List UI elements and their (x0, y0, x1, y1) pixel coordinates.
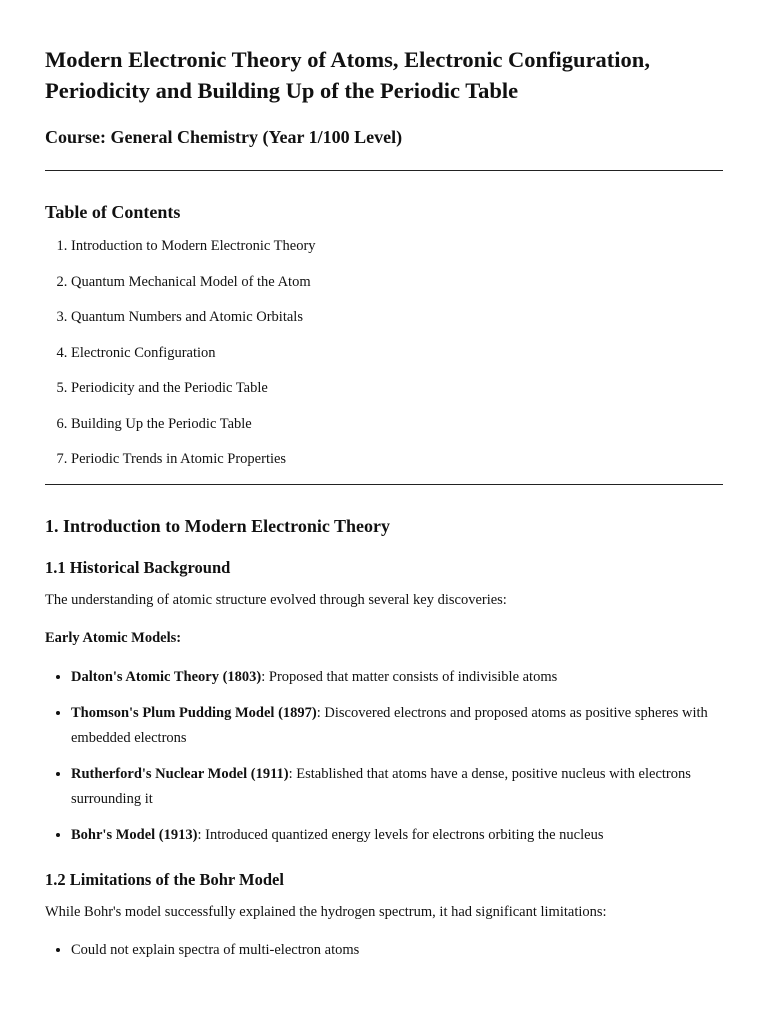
toc-item-label: Periodic Trends in Atomic Properties (71, 451, 287, 467)
toc-item-label: Introduction to Modern Electronic Theory (71, 238, 316, 254)
model-description: : Introduced quantized energy levels for electrons orbiting the nucleus (197, 827, 604, 843)
toc-item[interactable] (71, 236, 723, 256)
list-item (71, 823, 723, 848)
model-name: Thomson's Plum Pudding Model (1897) (71, 705, 317, 721)
toc-list (45, 236, 723, 469)
list-label: Early Atomic Models: (45, 630, 182, 646)
toc-item-label: Building Up the Periodic Table (71, 415, 252, 432)
toc-item-label: Quantum Numbers and Atomic Orbitals (71, 309, 303, 325)
model-name: Bohr's Model (1913) (71, 827, 198, 843)
section-heading: 1. Introduction to Modern Electronic Theory (45, 516, 390, 536)
model-name: Dalton's Atomic Theory (1803) (71, 669, 262, 685)
paragraph: The understanding of atomic structure evolved through several key discoveries: (45, 592, 507, 608)
toc-item[interactable] (71, 449, 723, 469)
list-item (71, 762, 723, 812)
toc-heading: Table of Contents (45, 202, 181, 222)
toc-item[interactable] (71, 307, 723, 327)
toc-item[interactable] (71, 343, 723, 363)
list-item (71, 938, 723, 963)
toc-item[interactable] (71, 414, 723, 434)
limitations-list (45, 938, 723, 963)
model-description: : Established that atoms have a dense, positive nucleus with electrons surrounding it (71, 766, 691, 807)
toc-item[interactable] (71, 272, 723, 292)
divider (45, 170, 723, 171)
toc-item-label: Periodicity and the Periodic Table (71, 380, 268, 396)
list-item (71, 665, 723, 690)
document-page (45, 0, 723, 963)
toc-item[interactable] (71, 378, 723, 398)
list-item (71, 701, 723, 751)
toc-item-label: Electronic Configuration (71, 344, 216, 361)
models-list (45, 665, 723, 848)
course-label: Course: General Chemistry (Year 1/100 Level) (45, 127, 403, 147)
divider (45, 484, 723, 485)
model-description: : Discovered electrons and proposed atoms as positive spheres with embedded electrons (71, 705, 708, 746)
document-title: Modern Electronic Theory of Atoms, Electronic Configuration, Periodicity and Building Up of the Periodic Table (45, 47, 650, 103)
toc-item-label: Quantum Mechanical Model of the Atom (71, 273, 311, 290)
subsection-heading: 1.1 Historical Background (45, 558, 231, 577)
paragraph: While Bohr's model successfully explained the hydrogen spectrum, it had significant limitations: (45, 904, 607, 920)
subsection-heading: 1.2 Limitations of the Bohr Model (45, 870, 284, 889)
model-description: : Proposed that matter consists of indivisible atoms (261, 669, 558, 685)
list-item-text: Could not explain spectra of multi-electron atoms (71, 942, 360, 958)
model-name: Rutherford's Nuclear Model (1911) (71, 766, 289, 782)
